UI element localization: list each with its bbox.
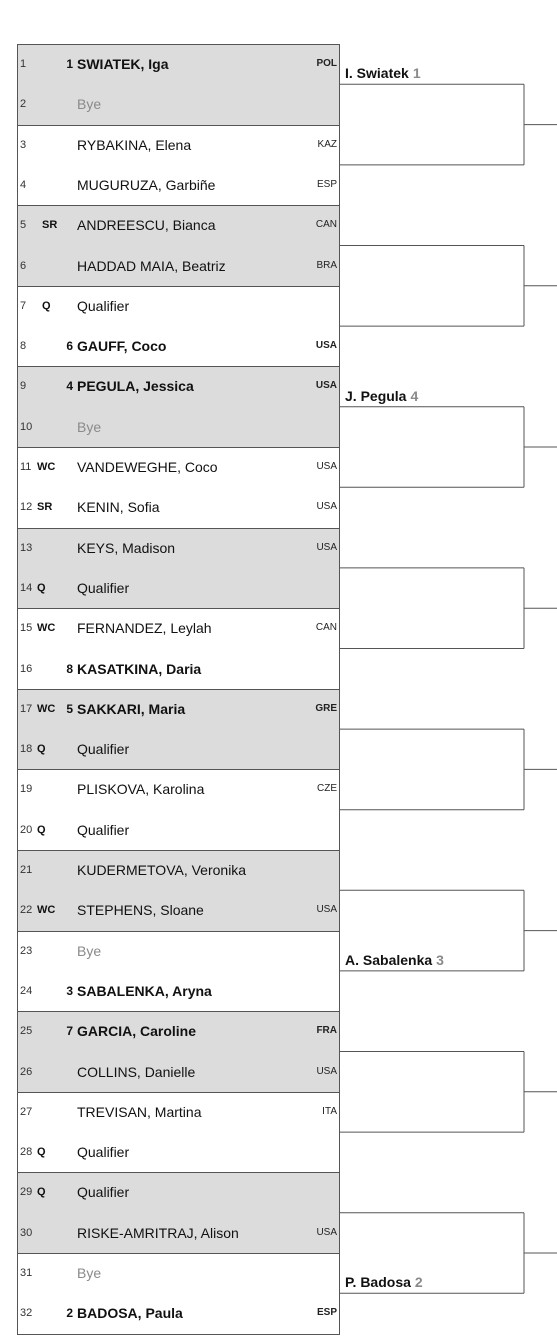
draw-position-number: 8 (20, 340, 27, 353)
country-code: CZE (317, 783, 337, 795)
draw-position-number: 9 (20, 380, 27, 393)
player-name[interactable]: KASATKINA, Daria (77, 660, 202, 677)
advancing-player-seed: 3 (436, 951, 444, 968)
draw-position-number: 32 (20, 1307, 33, 1320)
player-name[interactable]: GARCIA, Caroline (77, 1023, 197, 1040)
player-name[interactable]: KUDERMETOVA, Veronika (77, 862, 247, 878)
entry-status-code: Q (37, 823, 46, 836)
entry-status-code: WC (37, 702, 56, 715)
country-code: BRA (316, 259, 337, 271)
country-code: GRE (315, 702, 337, 714)
draw-position-number: 30 (20, 1226, 33, 1239)
player-name[interactable]: PLISKOVA, Karolina (77, 781, 205, 798)
country-code: CAN (315, 622, 337, 634)
advancing-player-seed: 4 (410, 387, 419, 404)
country-code: FRA (316, 1025, 337, 1037)
player-name[interactable]: VANDEWEGHE, Coco (77, 459, 218, 475)
player-name[interactable]: Qualifier (77, 741, 130, 758)
country-code: USA (316, 904, 337, 916)
bye-label[interactable]: Bye (77, 96, 102, 113)
draw-position-number: 11 (20, 461, 32, 473)
player-name[interactable]: Qualifier (77, 1144, 130, 1161)
entry-status-code: Q (42, 299, 51, 312)
player-name[interactable]: SABALENKA, Aryna (77, 982, 212, 999)
advancing-player-seed: 2 (414, 1274, 423, 1291)
seed-number: 1 (66, 57, 73, 71)
seed-number: 3 (66, 983, 73, 998)
player-name[interactable]: STEPHENS, Sloane (77, 902, 204, 919)
draw-position-number: 5 (20, 219, 27, 232)
advancing-player-name: I. Swiatek (345, 65, 409, 82)
draw-position-number: 12 (20, 501, 33, 514)
player-name[interactable]: KEYS, Madison (77, 539, 176, 556)
draw-position-number: 26 (20, 1065, 33, 1078)
player-name[interactable]: SWIATEK, Iga (77, 56, 169, 72)
country-code: KAZ (317, 138, 337, 150)
seed-number: 7 (66, 1024, 73, 1039)
draw-position-number: 21 (20, 864, 33, 876)
draw-position-number: 15 (20, 622, 33, 635)
draw-position-number: 16 (20, 662, 33, 675)
draw-position-number: 14 (20, 581, 33, 594)
country-code: USA (315, 340, 337, 352)
country-code: USA (316, 1226, 337, 1238)
entry-status-code: SR (37, 501, 53, 514)
country-code: ESP (316, 1307, 337, 1319)
player-name[interactable]: SAKKARI, Maria (77, 700, 186, 717)
entry-status-code: WC (37, 904, 56, 917)
player-name[interactable]: COLLINS, Danielle (77, 1063, 196, 1080)
entry-status-code: Q (37, 581, 46, 594)
player-name[interactable]: RISKE-AMRITRAJ, Alison (77, 1224, 239, 1241)
draw-position-number: 27 (20, 1105, 33, 1118)
player-name[interactable]: FERNANDEZ, Leylah (77, 620, 212, 637)
entry-status-code: Q (37, 1186, 46, 1199)
player-name[interactable]: TREVISAN, Martina (77, 1103, 202, 1120)
draw-position-number: 4 (20, 178, 27, 191)
draw-position-number: 31 (20, 1267, 33, 1279)
draw-position-number: 7 (20, 299, 27, 312)
country-code: USA (316, 461, 337, 472)
entry-status-code: WC (37, 461, 56, 473)
seed-number: 5 (66, 701, 73, 716)
draw-position-number: 3 (20, 138, 27, 151)
draw-position-number: 23 (20, 944, 33, 957)
draw-position-number: 19 (20, 783, 33, 796)
player-name[interactable]: MUGURUZA, Garbiñe (77, 176, 216, 193)
country-code: USA (316, 501, 337, 513)
draw-position-number: 13 (20, 541, 33, 554)
seed-number: 8 (66, 661, 73, 676)
draw-position-number: 18 (20, 743, 33, 756)
entry-status-code: Q (37, 1146, 46, 1159)
draw-position-number: 25 (20, 1025, 33, 1038)
seed-number: 2 (66, 1306, 73, 1321)
player-name[interactable]: ANDREESCU, Bianca (77, 217, 216, 234)
draw-position-number: 6 (20, 259, 27, 272)
draw-position-number: 29 (20, 1186, 33, 1199)
country-code: ESP (316, 178, 337, 190)
player-name[interactable]: Qualifier (77, 821, 130, 838)
draw-position-number: 10 (20, 420, 33, 433)
player-name[interactable]: KENIN, Sofia (77, 499, 160, 516)
entry-status-code: SR (42, 219, 58, 232)
player-name[interactable]: PEGULA, Jessica (77, 378, 194, 395)
player-name[interactable]: BADOSA, Paula (77, 1305, 183, 1322)
bye-label[interactable]: Bye (77, 942, 102, 959)
draw-position-number: 2 (20, 98, 27, 111)
draw-position-number: 24 (20, 984, 33, 997)
draw-position-number: 1 (20, 58, 27, 70)
country-code: USA (316, 1065, 337, 1077)
advancing-player-name: A. Sabalenka (345, 951, 433, 968)
country-code: USA (315, 380, 337, 392)
bye-label[interactable]: Bye (77, 418, 102, 435)
advancing-player-name: P. Badosa (345, 1274, 411, 1291)
country-code: POL (316, 58, 337, 69)
bye-label[interactable]: Bye (77, 1265, 102, 1281)
draw-position-number: 20 (20, 823, 33, 836)
advancing-player-name: J. Pegula (345, 387, 407, 404)
draw-position-number: 17 (20, 702, 33, 715)
player-name[interactable]: HADDAD MAIA, Beatriz (77, 257, 226, 274)
draw-position-number: 22 (20, 904, 33, 917)
player-name[interactable]: Qualifier (77, 1184, 130, 1201)
country-code: ITA (322, 1105, 337, 1117)
player-name[interactable]: GAUFF, Coco (77, 338, 167, 355)
country-code: CAN (315, 219, 337, 231)
entry-status-code: WC (37, 622, 56, 635)
draw-position-number: 28 (20, 1146, 33, 1159)
advancing-player-seed: 1 (412, 65, 421, 82)
entry-status-code: Q (37, 743, 46, 756)
country-code: USA (316, 541, 337, 553)
player-name[interactable]: Qualifier (77, 579, 130, 596)
seed-number: 6 (66, 339, 73, 354)
seed-number: 4 (66, 379, 73, 394)
player-name[interactable]: RYBAKINA, Elena (77, 136, 192, 153)
player-name[interactable]: Qualifier (77, 297, 130, 314)
